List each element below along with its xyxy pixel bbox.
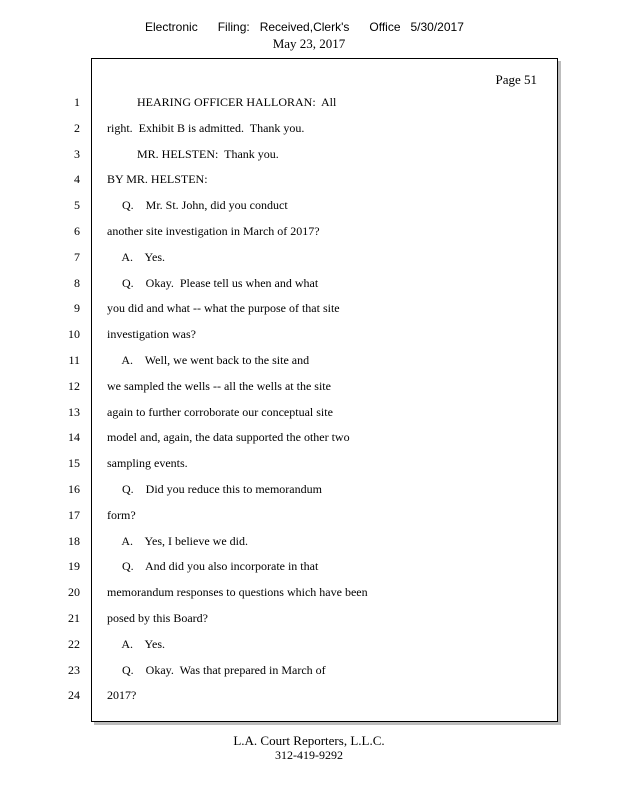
line-number: 14: [68, 430, 80, 444]
line-number: 20: [68, 585, 80, 599]
transcript-line-text: Q. Did you reduce this to memorandum: [107, 482, 322, 496]
transcript-line-text: Q. And did you also incorporate in that: [107, 559, 319, 573]
transcript-line-text: Q. Mr. St. John, did you conduct: [107, 198, 288, 212]
transcript-line-text: A. Yes.: [107, 637, 166, 651]
line-number: 15: [68, 456, 80, 470]
line-number: 6: [74, 224, 80, 238]
line-number: 21: [68, 611, 80, 625]
line-number: 10: [68, 327, 80, 341]
transcript-line-text: 2017?: [107, 688, 137, 702]
transcript-line-text: another site investigation in March of 2017?: [107, 224, 320, 238]
transcript-line-text: memorandum responses to questions which have been: [107, 585, 368, 599]
transcript-line-text: model and, again, the data supported the other two: [107, 430, 350, 444]
line-number: 23: [68, 663, 80, 677]
transcript-line-text: investigation was?: [107, 327, 196, 341]
line-number: 11: [68, 353, 80, 367]
line-number: 12: [68, 379, 80, 393]
transcript-line-text: A. Yes, I believe we did.: [107, 534, 248, 548]
line-number: 19: [68, 559, 80, 573]
transcript-line-text: form?: [107, 508, 136, 522]
line-number: 24: [68, 688, 80, 702]
line-number: 18: [68, 534, 80, 548]
line-number: 13: [68, 405, 80, 419]
transcript-date: May 23, 2017: [272, 36, 346, 51]
line-number: 7: [74, 250, 80, 264]
filing-stamp: Electronic Filing: Received,Clerk's Office 5/30/2017: [145, 20, 464, 34]
transcript-line-text: again to further corroborate our conceptual site: [107, 405, 333, 419]
line-number: 5: [74, 198, 80, 212]
line-number: 3: [74, 147, 80, 161]
transcript-line-text: posed by this Board?: [107, 611, 208, 625]
transcript-line-text: MR. HELSTEN: Thank you.: [107, 147, 279, 161]
transcript-line-text: A. Well, we went back to the site and: [107, 353, 310, 367]
transcript-line-text: HEARING OFFICER HALLORAN: All: [107, 95, 337, 109]
transcript-line-text: BY MR. HELSTEN:: [107, 172, 208, 186]
line-number: 2: [74, 121, 80, 135]
line-number: 9: [74, 301, 80, 315]
transcript-line-text: Q. Okay. Was that prepared in March of: [107, 663, 326, 677]
transcript-line-text: A. Yes.: [107, 250, 166, 264]
page-number: Page 51: [495, 72, 537, 87]
line-number: 8: [74, 276, 80, 290]
line-number: 17: [68, 508, 80, 522]
transcript-line-text: you did and what -- what the purpose of that site: [107, 301, 340, 315]
reporter-phone: 312-419-9292: [275, 748, 343, 762]
line-number: 1: [74, 95, 80, 109]
line-number: 22: [68, 637, 80, 651]
transcript-line-text: sampling events.: [107, 456, 188, 470]
reporter-company: L.A. Court Reporters, L.L.C.: [233, 733, 385, 748]
transcript-line-text: Q. Okay. Please tell us when and what: [107, 276, 319, 290]
line-number: 16: [68, 482, 80, 496]
transcript-line-text: we sampled the wells -- all the wells at the site: [107, 379, 331, 393]
line-number: 4: [74, 172, 80, 186]
transcript-line-text: right. Exhibit B is admitted. Thank you.: [107, 121, 305, 135]
